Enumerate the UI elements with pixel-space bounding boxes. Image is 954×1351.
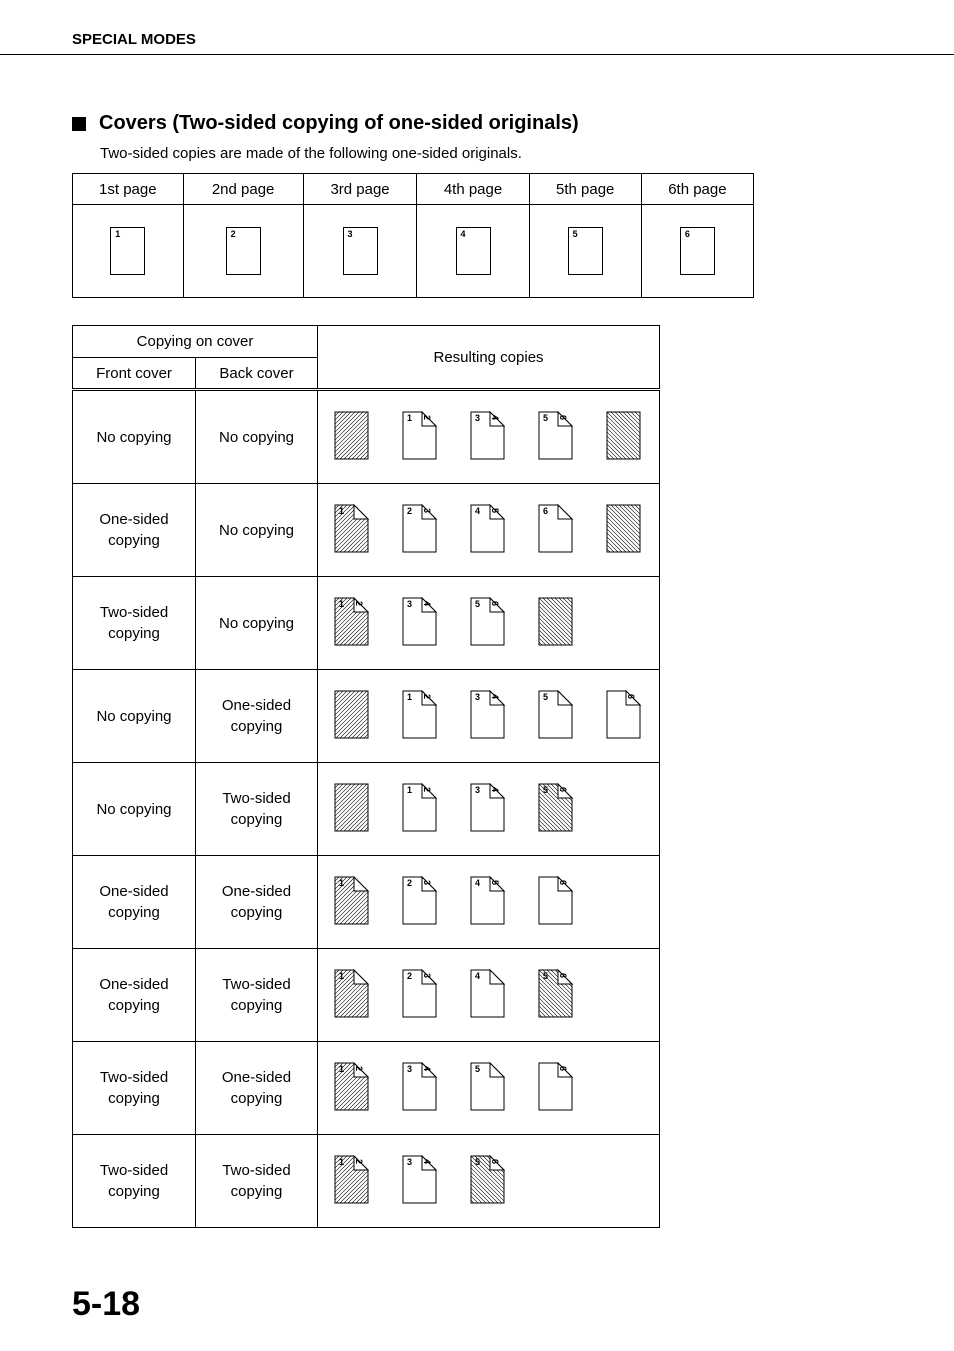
front-page-number: 2 bbox=[407, 878, 413, 888]
back-page-number: 6 bbox=[626, 694, 637, 700]
front-page-number: 5 bbox=[475, 1157, 481, 1167]
front-page-number: 1 bbox=[339, 878, 345, 888]
copy-sheet-icon bbox=[334, 969, 370, 1019]
back-page-number: 4 bbox=[490, 694, 501, 700]
back-page-number: 6 bbox=[558, 787, 569, 793]
copy-sheet-icon bbox=[470, 876, 506, 926]
back-page-number: 4 bbox=[490, 787, 501, 793]
copy-sheet bbox=[470, 783, 506, 839]
resulting-copies-cell bbox=[318, 1135, 660, 1228]
resulting-copies-cell bbox=[318, 856, 660, 949]
copy-sheet-icon bbox=[402, 876, 438, 926]
back-cover-text: One-sided copying bbox=[221, 1069, 292, 1107]
copy-sheet bbox=[538, 969, 574, 1025]
copy-sheet bbox=[402, 411, 438, 467]
copy-sheet bbox=[402, 783, 438, 839]
resulting-copies-cell bbox=[318, 390, 660, 484]
back-cover-cell bbox=[196, 856, 318, 949]
copy-sheet-icon bbox=[402, 969, 438, 1019]
copy-sheet bbox=[402, 597, 438, 653]
original-page-cell bbox=[417, 205, 529, 298]
copy-sheet-icon bbox=[538, 504, 574, 554]
front-page-number: 5 bbox=[543, 692, 549, 702]
copy-sheet bbox=[402, 504, 438, 560]
front-page-number: 5 bbox=[543, 413, 549, 423]
original-page-header: 4th page bbox=[417, 174, 529, 205]
copy-sheet bbox=[470, 969, 506, 1025]
copy-sheet bbox=[334, 411, 370, 467]
back-cover-cell bbox=[196, 670, 318, 763]
back-page-number: 4 bbox=[422, 601, 433, 607]
back-cover-cell bbox=[196, 1042, 318, 1135]
back-page-number: 3 bbox=[422, 973, 433, 979]
copy-sheet bbox=[402, 1155, 438, 1211]
back-page-number: 2 bbox=[422, 787, 433, 793]
front-cover-header: Front cover bbox=[73, 358, 196, 390]
intro-text: Two-sided copies are made of the following one-sided originals. bbox=[100, 145, 522, 162]
table-row bbox=[73, 763, 660, 856]
copy-sheet bbox=[538, 876, 574, 932]
front-page-number: 3 bbox=[407, 1064, 413, 1074]
back-page-number: 3 bbox=[422, 508, 433, 514]
copy-sheet-icon bbox=[470, 690, 506, 740]
front-page-number: 5 bbox=[543, 971, 549, 981]
back-page-number: 5 bbox=[490, 508, 501, 514]
copy-sheet-icon bbox=[538, 411, 574, 461]
front-cover-cell bbox=[73, 670, 196, 763]
copy-sheet-icon bbox=[470, 1062, 506, 1112]
copy-sheet-icon bbox=[470, 504, 506, 554]
original-page-icon bbox=[343, 227, 378, 275]
back-cover-text: No copying bbox=[218, 428, 295, 446]
front-cover-cell bbox=[73, 1135, 196, 1228]
back-cover-cell bbox=[196, 763, 318, 856]
original-page-number: 1 bbox=[115, 229, 121, 239]
copy-sheet-icon bbox=[334, 504, 370, 554]
table-row bbox=[73, 856, 660, 949]
back-page-number: 6 bbox=[558, 415, 569, 421]
copy-sheet bbox=[334, 1155, 370, 1211]
table-row bbox=[73, 1135, 660, 1228]
back-page-number: 4 bbox=[490, 415, 501, 421]
back-page-number: 5 bbox=[490, 880, 501, 886]
back-cover-text: Two-sided copying bbox=[222, 976, 291, 1014]
original-page-header: 2nd page bbox=[183, 174, 303, 205]
copy-sheet bbox=[402, 876, 438, 932]
back-page-number: 6 bbox=[490, 1159, 501, 1165]
front-cover-cell bbox=[73, 577, 196, 670]
copy-sheet bbox=[470, 597, 506, 653]
back-cover-text: Two-sided copying bbox=[222, 1162, 291, 1200]
back-cover-cell bbox=[196, 1135, 318, 1228]
copy-sheet-icon bbox=[402, 690, 438, 740]
cover-sheet-icon bbox=[334, 783, 370, 833]
copy-sheet bbox=[334, 504, 370, 560]
table-row bbox=[73, 390, 660, 484]
original-page-header: 6th page bbox=[641, 174, 753, 205]
original-page-cell bbox=[183, 205, 303, 298]
front-cover-text: One-sided copying bbox=[99, 883, 169, 921]
copy-sheet bbox=[470, 504, 506, 560]
front-cover-cell bbox=[73, 856, 196, 949]
back-page-number: 6 bbox=[558, 880, 569, 886]
front-page-number: 1 bbox=[339, 1064, 345, 1074]
copy-sheet bbox=[538, 411, 574, 467]
copy-sheet-icon bbox=[334, 1155, 370, 1205]
copy-sheet bbox=[538, 690, 574, 746]
back-cover-cell bbox=[196, 949, 318, 1042]
header-rule bbox=[0, 54, 954, 55]
copy-sheet-icon bbox=[470, 1155, 506, 1205]
front-page-number: 5 bbox=[475, 599, 481, 609]
back-cover-text: No copying bbox=[218, 614, 295, 632]
copy-sheet bbox=[538, 597, 574, 653]
copy-sheet bbox=[538, 1062, 574, 1118]
original-page-cell bbox=[641, 205, 753, 298]
original-page-icon bbox=[226, 227, 261, 275]
copy-sheet-icon bbox=[402, 504, 438, 554]
original-page-header: 1st page bbox=[73, 174, 184, 205]
front-page-number: 4 bbox=[475, 506, 481, 516]
front-page-number: 3 bbox=[407, 599, 413, 609]
copy-sheet-icon bbox=[470, 783, 506, 833]
back-page-number: 2 bbox=[422, 415, 433, 421]
original-page-cell bbox=[529, 205, 641, 298]
front-page-number: 1 bbox=[407, 692, 413, 702]
cover-sheet-icon bbox=[334, 411, 370, 461]
copying-on-cover-header: Copying on cover bbox=[73, 326, 318, 358]
front-page-number: 2 bbox=[407, 506, 413, 516]
copy-sheet bbox=[470, 1062, 506, 1118]
original-page-icon bbox=[680, 227, 715, 275]
front-page-number: 1 bbox=[339, 971, 345, 981]
back-page-number: 6 bbox=[558, 973, 569, 979]
back-page-number: 3 bbox=[422, 880, 433, 886]
original-page-header: 5th page bbox=[529, 174, 641, 205]
back-cover-cell bbox=[196, 390, 318, 484]
copy-sheet-icon bbox=[538, 1062, 574, 1112]
copy-sheet bbox=[538, 783, 574, 839]
cover-sheet-icon bbox=[606, 504, 642, 554]
front-cover-text: One-sided copying bbox=[99, 511, 169, 549]
copy-sheet-icon bbox=[402, 597, 438, 647]
copy-sheet bbox=[334, 783, 370, 839]
original-page-cell bbox=[303, 205, 417, 298]
section-title-text: Covers (Two-sided copying of one-sided originals) bbox=[99, 112, 579, 134]
copy-sheet-icon bbox=[606, 690, 642, 740]
copy-sheet bbox=[334, 690, 370, 746]
front-cover-text: No copying bbox=[96, 428, 172, 446]
back-page-number: 2 bbox=[354, 601, 365, 607]
front-page-number: 3 bbox=[407, 1157, 413, 1167]
front-page-number: 5 bbox=[475, 1064, 481, 1074]
front-cover-cell bbox=[73, 390, 196, 484]
copy-sheet bbox=[606, 411, 642, 467]
cover-sheet-icon bbox=[606, 411, 642, 461]
back-page-number: 6 bbox=[490, 601, 501, 607]
back-cover-cell bbox=[196, 577, 318, 670]
original-page-header: 3rd page bbox=[303, 174, 417, 205]
copy-sheet bbox=[470, 411, 506, 467]
copy-sheet bbox=[538, 504, 574, 560]
table-row bbox=[73, 949, 660, 1042]
front-page-number: 3 bbox=[475, 692, 481, 702]
front-cover-text: One-sided copying bbox=[99, 976, 169, 1014]
copy-sheet-icon bbox=[334, 1062, 370, 1112]
original-page-icon bbox=[568, 227, 603, 275]
table-row bbox=[73, 484, 660, 577]
original-page-number: 4 bbox=[460, 229, 466, 239]
front-page-number: 5 bbox=[543, 785, 549, 795]
front-page-number: 6 bbox=[543, 506, 549, 516]
square-bullet-icon bbox=[72, 117, 86, 131]
front-page-number: 3 bbox=[475, 785, 481, 795]
resulting-copies-header: Resulting copies bbox=[318, 326, 660, 390]
copy-sheet bbox=[470, 876, 506, 932]
original-page-number: 5 bbox=[572, 229, 578, 239]
back-page-number: 2 bbox=[354, 1066, 365, 1072]
copy-sheet-icon bbox=[334, 597, 370, 647]
front-cover-text: Two-sided copying bbox=[99, 1069, 169, 1107]
original-page-cell bbox=[73, 205, 184, 298]
front-page-number: 2 bbox=[407, 971, 413, 981]
copy-sheet-icon bbox=[538, 969, 574, 1019]
front-page-number: 1 bbox=[339, 599, 345, 609]
page-number: 5-18 bbox=[72, 1285, 141, 1323]
front-page-number: 4 bbox=[475, 971, 481, 981]
originals-table bbox=[72, 173, 754, 298]
resulting-copies-cell bbox=[318, 577, 660, 670]
resulting-copies-cell bbox=[318, 1042, 660, 1135]
copy-sheet bbox=[334, 597, 370, 653]
original-page-number: 2 bbox=[230, 229, 236, 239]
results-table bbox=[72, 325, 660, 1228]
copy-sheet-icon bbox=[402, 1062, 438, 1112]
copy-sheet-icon bbox=[470, 969, 506, 1019]
front-cover-cell bbox=[73, 484, 196, 577]
copy-sheet bbox=[334, 969, 370, 1025]
front-cover-text: Two-sided copying bbox=[99, 604, 169, 642]
table-row bbox=[73, 577, 660, 670]
table-row bbox=[73, 670, 660, 763]
original-page-number: 6 bbox=[684, 229, 690, 239]
front-page-number: 1 bbox=[339, 506, 345, 516]
back-page-number: 2 bbox=[422, 694, 433, 700]
copy-sheet bbox=[402, 1062, 438, 1118]
copy-sheet-icon bbox=[538, 783, 574, 833]
section-header: SPECIAL MODES bbox=[72, 31, 196, 48]
copy-sheet-icon bbox=[334, 876, 370, 926]
copy-sheet-icon bbox=[402, 1155, 438, 1205]
copy-sheet-icon bbox=[402, 783, 438, 833]
copy-sheet bbox=[334, 1062, 370, 1118]
front-page-number: 1 bbox=[339, 1157, 345, 1167]
back-cover-text: No copying bbox=[218, 521, 295, 539]
back-cover-text: Two-sided copying bbox=[222, 790, 291, 828]
front-cover-cell bbox=[73, 763, 196, 856]
back-cover-cell bbox=[196, 484, 318, 577]
copy-sheet bbox=[470, 1155, 506, 1211]
back-page-number: 4 bbox=[422, 1066, 433, 1072]
cover-sheet-icon bbox=[334, 690, 370, 740]
copy-sheet-icon bbox=[470, 411, 506, 461]
copy-sheet bbox=[402, 690, 438, 746]
back-cover-header: Back cover bbox=[196, 358, 318, 390]
copy-sheet bbox=[606, 690, 642, 746]
copy-sheet bbox=[606, 504, 642, 560]
table-row bbox=[73, 1042, 660, 1135]
copy-sheet bbox=[470, 690, 506, 746]
copy-sheet-icon bbox=[402, 411, 438, 461]
copy-sheet bbox=[402, 969, 438, 1025]
resulting-copies-cell bbox=[318, 484, 660, 577]
front-page-number: 4 bbox=[475, 878, 481, 888]
copy-sheet-icon bbox=[538, 876, 574, 926]
front-page-number: 1 bbox=[407, 785, 413, 795]
front-cover-text: No copying bbox=[96, 800, 172, 818]
copy-sheet-icon bbox=[470, 597, 506, 647]
copy-sheet-icon bbox=[538, 690, 574, 740]
original-page-icon bbox=[456, 227, 491, 275]
front-cover-cell bbox=[73, 949, 196, 1042]
front-cover-cell bbox=[73, 1042, 196, 1135]
copy-sheet bbox=[334, 876, 370, 932]
original-page-number: 3 bbox=[347, 229, 353, 239]
back-cover-text: One-sided copying bbox=[221, 697, 292, 735]
resulting-copies-cell bbox=[318, 670, 660, 763]
back-page-number: 6 bbox=[558, 1066, 569, 1072]
original-page-icon bbox=[110, 227, 145, 275]
front-page-number: 3 bbox=[475, 413, 481, 423]
front-cover-text: No copying bbox=[96, 707, 172, 725]
section-title bbox=[72, 112, 579, 135]
resulting-copies-cell bbox=[318, 763, 660, 856]
front-page-number: 1 bbox=[407, 413, 413, 423]
back-page-number: 4 bbox=[422, 1159, 433, 1165]
back-page-number: 2 bbox=[354, 1159, 365, 1165]
front-cover-text: Two-sided copying bbox=[99, 1162, 169, 1200]
back-cover-text: One-sided copying bbox=[221, 883, 292, 921]
resulting-copies-cell bbox=[318, 949, 660, 1042]
cover-sheet-icon bbox=[538, 597, 574, 647]
